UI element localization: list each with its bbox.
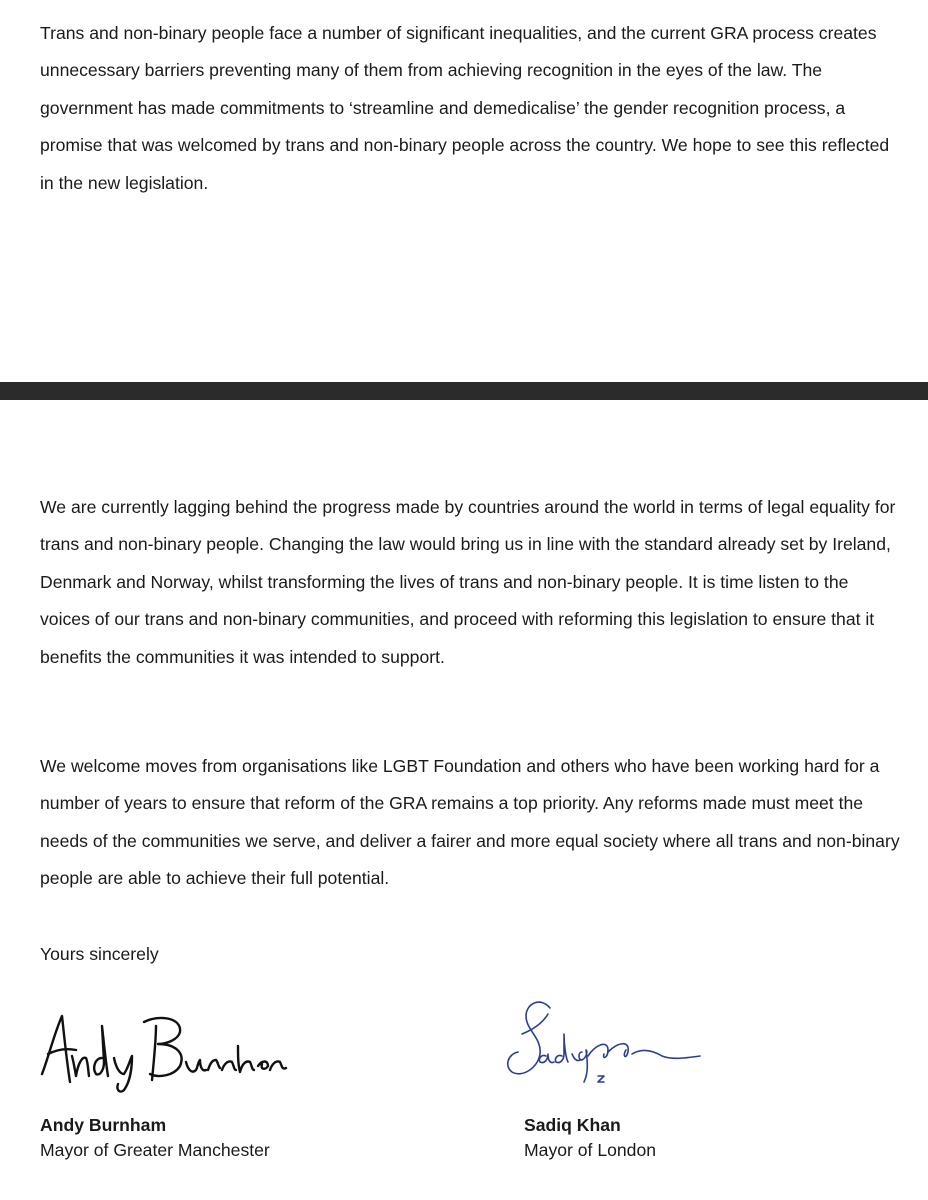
closing-salutation: Yours sincerely bbox=[40, 944, 159, 964]
paragraph-gra-inequalities: Trans and non-binary people face a number of significant inequalities, and the current GRA process creates unnecessary barriers preventing many of them from achieving recognition in the eyes of the law. The government has made commitments to ‘streamline and demedicalise’ the gender recognition process, a promise that was welcomed by trans and non-binary people across the country. We hope to see this reflected in the new legislation. bbox=[40, 23, 890, 193]
signature-khan-icon bbox=[496, 994, 726, 1094]
signatory-role-burnham: Mayor of Greater Manchester bbox=[40, 1140, 270, 1160]
page-divider bbox=[0, 382, 928, 400]
paragraph-lgbt-foundation: We welcome moves from organisations like LGBT Foundation and others who have been working hard for a number of years to ensure that reform of the GRA remains a top priority. Any reforms made must meet the needs of the communities we serve, and deliver a fairer and more equal society where all trans and non-binary people are able to achieve their full potential. bbox=[40, 756, 900, 889]
signatory-name-khan: Sadiq Khan bbox=[524, 1115, 621, 1135]
paragraph-legal-equality: We are currently lagging behind the progress made by countries around the world in terms of legal equality for trans and non-binary people. Changing the law would bring us in line with the standard already set by Ireland, Denmark and Norway, whilst transforming the lives of trans and non-binary people. It is time listen to the voices of our trans and non-binary communities, and proceed with reforming this legislation to ensure that it benefits the communities it was intended to support. bbox=[40, 497, 896, 667]
signatory-name-burnham: Andy Burnham bbox=[40, 1115, 167, 1135]
signature-block-burnham bbox=[40, 1004, 300, 1160]
signature-block-khan bbox=[496, 1004, 726, 1160]
signatory-role-khan: Mayor of London bbox=[524, 1140, 657, 1160]
signature-burnham-icon bbox=[40, 1004, 300, 1094]
letter-page-bottom bbox=[0, 400, 928, 1200]
letter-page-top bbox=[0, 0, 928, 382]
